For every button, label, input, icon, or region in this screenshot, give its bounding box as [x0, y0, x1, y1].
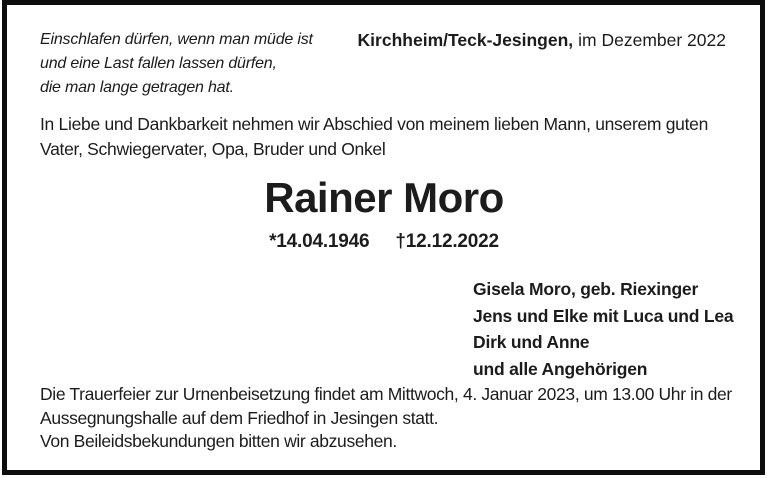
text-line: Vater, Schwiegervater, Opa, Bruder und Onkel — [40, 139, 386, 159]
birth-date: *14.04.1946 — [269, 231, 370, 252]
text-line: Einschlafen dürfen, wenn man müde ist — [40, 31, 313, 48]
epigraph-quote — [40, 28, 313, 100]
intro-text — [40, 112, 708, 162]
funeral-text — [40, 383, 732, 430]
text-line: Die Trauerfeier zur Urnenbeisetzung findet am Mittwoch, 4. Januar 2023, um 13.00 Uhr in der — [40, 384, 732, 404]
death-date: †12.12.2022 — [395, 231, 499, 252]
text-line: Gisela Moro, geb. Riexinger — [473, 279, 699, 299]
text-line: Aussegnungshalle auf dem Friedhof in Jesingen statt. — [40, 407, 439, 428]
text-line: die man lange getragen hat. — [40, 79, 234, 96]
text-line: Dirk und Anne — [473, 332, 590, 352]
deceased-name: Rainer Moro — [264, 174, 504, 221]
text-line: und eine Last fallen lassen dürfen, — [40, 55, 277, 72]
life-dates — [0, 231, 768, 253]
text-line: Jens und Elke mit Luca und Lea — [473, 305, 734, 326]
text-line: In Liebe und Dankbarkeit nehmen wir Abschied von meinem lieben Mann, unserem guten — [40, 114, 709, 134]
text-line: und alle Angehörigen — [473, 358, 648, 379]
funeral-info — [40, 383, 732, 454]
condolence-note: Von Beileidsbekundungen bitten wir abzusehen. — [40, 431, 397, 451]
dateline — [358, 30, 726, 51]
mourners-list — [473, 276, 733, 382]
dateline-place: Kirchheim/Teck-Jesingen, — [357, 30, 574, 50]
dateline-date: im Dezember 2022 — [578, 30, 726, 50]
